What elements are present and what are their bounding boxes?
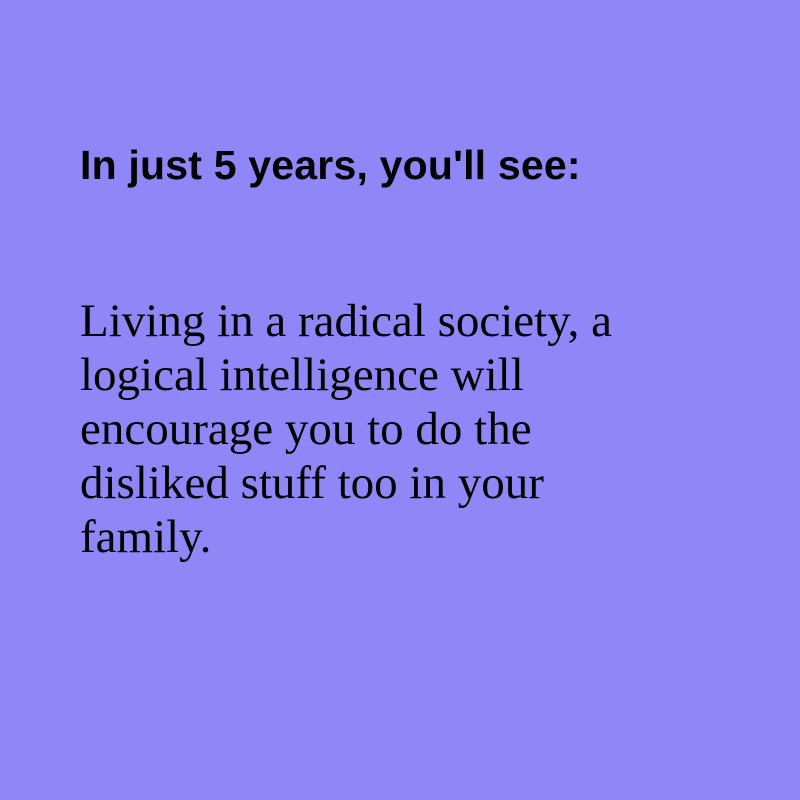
card-heading: In just 5 years, you'll see:: [80, 142, 581, 188]
card-body-text: Living in a radical society, a logical intelligence will encourage you to do the disliked stuff too in your family.: [80, 295, 613, 563]
